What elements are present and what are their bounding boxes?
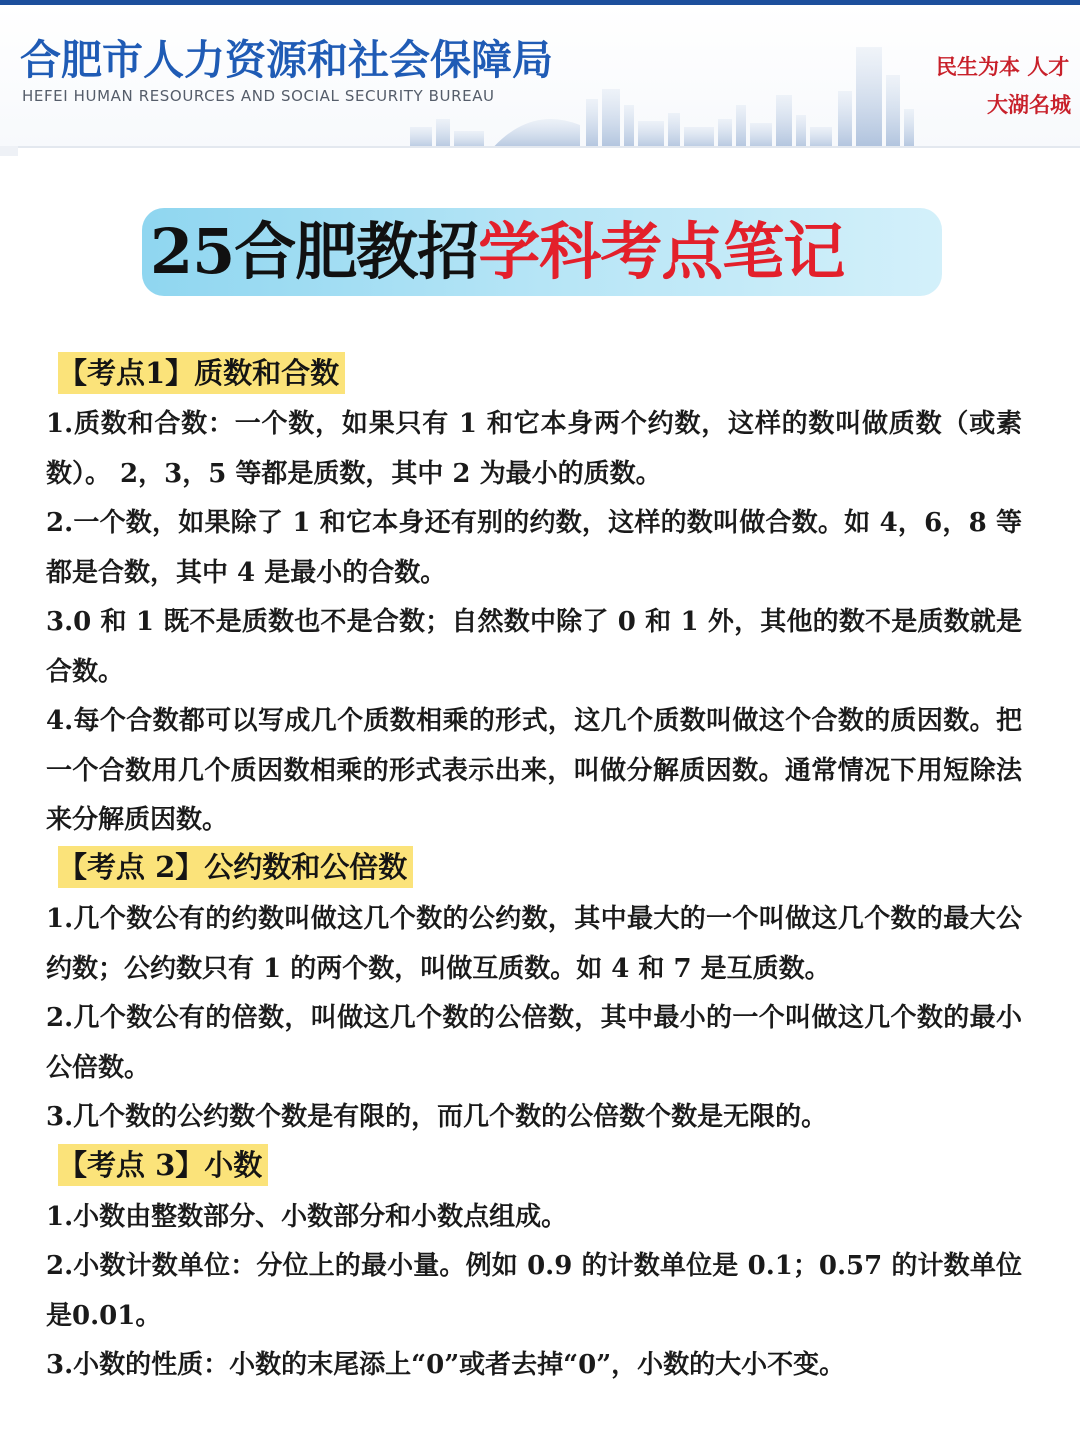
section-2-item-2: 2.几个数公有的倍数，叫做这几个数的公倍数，其中最小的一个叫做这几个数的最小公倍数。 [46, 1003, 1022, 1083]
section-3-item-2: 2.小数计数单位：分位上的最小量。例如 0.9 的计数单位是 0.1；0.57 的计数单位是0.01。 [46, 1251, 1022, 1331]
bureau-name-cn: 合肥市人力资源和社会保障局 [20, 36, 553, 84]
section-heading-1: 【考点1】质数和合数 [58, 352, 345, 394]
section-3-item-1: 1.小数由整数部分、小数部分和小数点组成。 [46, 1202, 568, 1232]
section-heading-3: 【考点 3】小数 [58, 1144, 268, 1186]
page-title [150, 208, 844, 296]
section-2-item-3: 3.几个数的公约数个数是有限的，而几个数的公倍数个数是无限的。 [46, 1102, 828, 1132]
section-3-item-3: 3.小数的性质：小数的末尾添上“0”或者去掉“0”，小数的大小不变。 [46, 1350, 846, 1380]
header-left-accent [0, 146, 18, 156]
section-2-item-1: 1.几个数公有的约数叫做这几个数的公约数，其中最大的一个叫做这几个数的最大公约数；公约数只有 1 的两个数，叫做互质数。如 4 和 7 是互质数。 [46, 904, 1022, 984]
page-title-black-part: 25合肥教招 [150, 215, 479, 288]
section-1-item-3: 3.0 和 1 既不是质数也不是合数；自然数中除了 0 和 1 外，其他的数不是质数就是合数。 [46, 607, 1022, 687]
city-skyline-icon [410, 35, 930, 148]
slogan-line-2: 大湖名城 [987, 92, 1071, 117]
section-1-item-2: 2.一个数，如果除了 1 和它本身还有别的约数，这样的数叫做合数。如 4，6，8 等都是合数，其中 4 是最小的合数。 [46, 508, 1022, 588]
bureau-name-en: HEFEI HUMAN RESOURCES AND SOCIAL SECURITY BUREAU [22, 87, 495, 105]
section-heading-2: 【考点 2】公约数和公倍数 [58, 846, 413, 888]
section-1-item-4: 4.每个合数都可以写成几个质数相乘的形式，这几个质数叫做这个合数的质因数。把一个合数用几个质因数相乘的形式表示出来，叫做分解质因数。通常情况下用短除法来分解质因数。 [46, 706, 1022, 835]
page-title-red-part: 学科考点笔记 [478, 215, 845, 288]
section-1-item-1: 1.质数和合数：一个数，如果只有 1 和它本身两个约数，这样的数叫做质数（或素数）。 2，3，5 等都是质数，其中 2 为最小的质数。 [46, 409, 1022, 489]
header-banner [0, 5, 1080, 148]
slogan-line-1: 民生为本 人才 [936, 54, 1070, 79]
